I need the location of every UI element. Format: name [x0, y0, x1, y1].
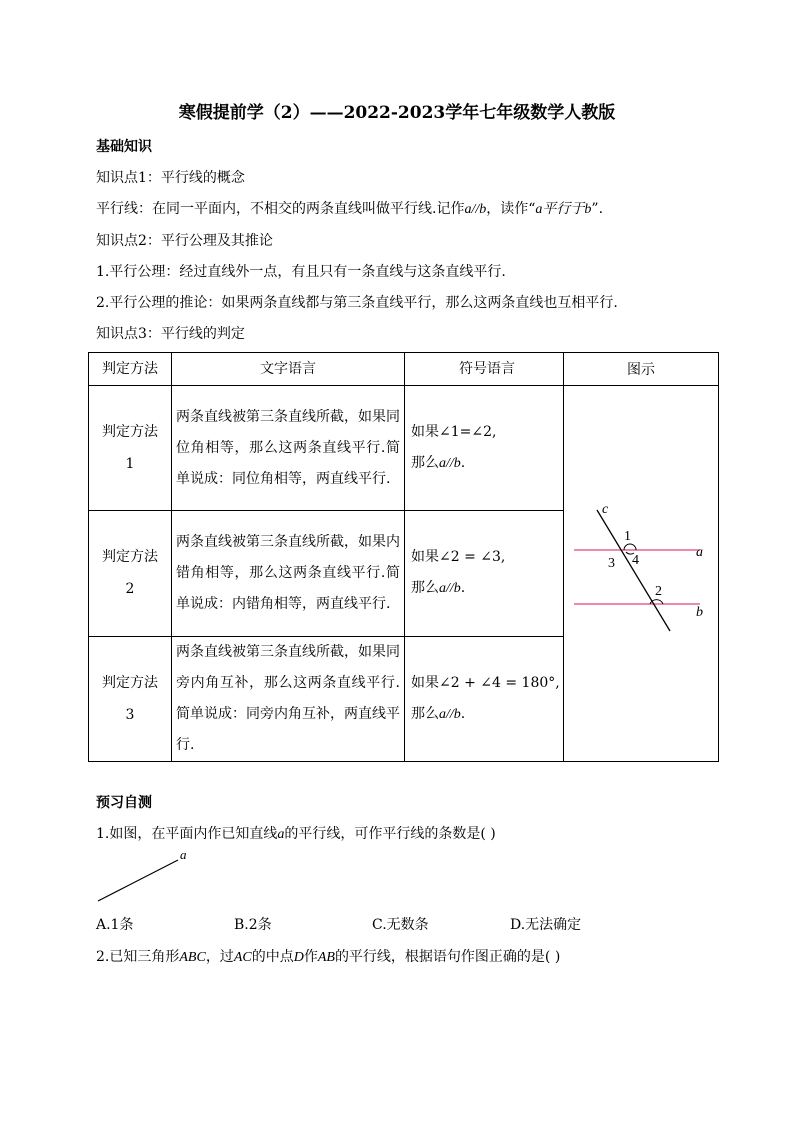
symbol-line-1: 如果∠1=∠2,: [411, 424, 497, 441]
symbol-line-1: 如果∠2 + ∠4 = 180°,: [411, 674, 560, 691]
text-cell-3: 两条直线被第三条直线所截，如果同旁内角互补，那么这两条直线平行.简单说成：同旁内角互补，两直线平行.: [172, 636, 405, 761]
option-a[interactable]: A.1条: [96, 917, 134, 933]
kp3-heading: 知识点3：平行线的判定: [96, 326, 245, 342]
table-header-method: 判定方法: [89, 353, 172, 386]
option-d[interactable]: D.无法确定: [510, 917, 582, 933]
method-cell-1: [89, 386, 172, 511]
text-cell-1: 两条直线被第三条直线所截，如果同位角相等，那么这两条直线平行.简单说成：同位角相等，两直线平行.: [172, 386, 405, 511]
q1-line-a: [98, 860, 178, 901]
kp1-read-as: a平行于b: [535, 202, 592, 217]
method-number: 3: [125, 706, 135, 723]
q2-var: ABC: [179, 950, 206, 965]
symbol-line-2-suffix: .: [460, 455, 466, 472]
method-cell-2: [89, 511, 172, 636]
basics-heading: 基础知识: [96, 139, 152, 155]
kp2-item1: 1.平行公理：经过直线外一点，有且只有一条直线与这条直线平行.: [96, 264, 506, 280]
label-a: a: [696, 545, 703, 560]
method-cell-3: [89, 636, 172, 761]
q1-suffix: 的平行线，可作平行线的条数是( ): [284, 826, 496, 842]
option-c[interactable]: C.无数条: [372, 917, 429, 933]
kp1-definition-suffix: ”.: [591, 201, 604, 217]
kp1-notation: a//b: [464, 202, 487, 217]
q2-part: 的平行线，根据语句作图正确的是( ): [334, 949, 561, 965]
symbol-line-2-prefix: 那么: [411, 705, 439, 722]
symbol-cell-3: [405, 636, 564, 761]
symbol-line-2-var: a//b: [439, 456, 461, 472]
method-number: 1: [125, 456, 135, 473]
q2-part: ，过: [205, 949, 234, 965]
parallel-lines-figure: [564, 386, 718, 761]
q2-var: D: [293, 950, 304, 965]
symbol-line-2-suffix: .: [460, 705, 466, 722]
table-header-row: [89, 353, 719, 386]
method-number: 2: [125, 581, 135, 598]
method-label: 判定方法: [102, 674, 158, 691]
symbol-cell-2: [405, 511, 564, 636]
table-header-figure: 图示: [564, 353, 719, 386]
label-1: 1: [624, 529, 631, 544]
table-header-text: 文字语言: [172, 353, 405, 386]
q2-part: 作: [303, 949, 318, 965]
kp1-definition-mid: ，读作“: [486, 201, 536, 217]
q2-var: AC: [233, 950, 252, 965]
q2-part: 2.已知三角形: [96, 949, 180, 965]
symbol-line-2-prefix: 那么: [411, 455, 439, 472]
label-4: 4: [632, 553, 639, 568]
page-title: 寒假提前学（2）——2022-2023学年七年级数学人教版: [178, 103, 616, 123]
question-2: [96, 946, 560, 966]
table-row: [89, 386, 719, 511]
question-1: [96, 823, 496, 843]
symbol-line-2: [411, 573, 563, 604]
kp1-definition-prefix: 平行线：在同一平面内，不相交的两条直线叫做平行线.记作: [96, 201, 465, 217]
text-cell-2: 两条直线被第三条直线所截，如果内错角相等，那么这两条直线平行.简单说成：内错角相等，两直线平行.: [172, 511, 405, 636]
table-header-symbol: 符号语言: [405, 353, 564, 386]
symbol-line-2: [411, 699, 563, 730]
preview-heading: 预习自测: [96, 795, 152, 811]
symbol-line-2-suffix: .: [460, 580, 466, 597]
kp2-heading: 知识点2：平行公理及其推论: [96, 233, 273, 249]
symbol-cell-1: [405, 386, 564, 511]
method-label: 判定方法: [102, 424, 158, 441]
symbol-line-2: [411, 448, 563, 479]
label-3: 3: [608, 556, 615, 571]
label-2: 2: [655, 584, 662, 599]
label-c: c: [602, 502, 609, 517]
symbol-line-2-var: a//b: [439, 706, 461, 722]
option-b[interactable]: B.2条: [234, 917, 272, 933]
symbol-line-2-var: a//b: [439, 581, 461, 597]
method-label: 判定方法: [102, 549, 158, 566]
q1-prefix: 1.如图，在平面内作已知直线: [96, 826, 278, 842]
q1-label-a: a: [180, 847, 187, 862]
symbol-line-2-prefix: 那么: [411, 580, 439, 597]
judgement-table: [88, 352, 719, 762]
kp2-item2: 2.平行公理的推论：如果两条直线都与第三条直线平行，那么这两条直线也互相平行.: [96, 295, 618, 311]
label-b: b: [696, 605, 703, 620]
figure-cell: [564, 386, 719, 762]
q1-var: a: [277, 827, 285, 842]
symbol-line-1: 如果∠2 = ∠3,: [411, 549, 506, 566]
q2-var: AB: [317, 950, 335, 965]
q1-options: [96, 914, 716, 936]
kp1-heading: 知识点1：平行线的概念: [96, 170, 245, 186]
angle-1-arc: [624, 544, 636, 550]
q2-part: 的中点: [251, 949, 294, 965]
kp1-definition: [96, 198, 603, 218]
q1-line-figure: [90, 846, 200, 908]
